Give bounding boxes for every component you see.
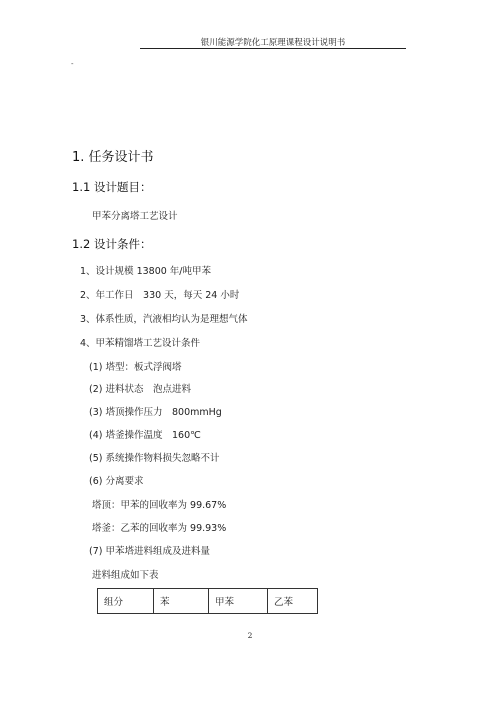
section-heading-1-1: 1.1 设计题目：	[72, 180, 152, 194]
section-heading-1-2: 1.2 设计条件：	[72, 237, 152, 251]
table-header-cell: 苯	[154, 589, 209, 614]
table-header-cell: 组分	[98, 589, 154, 614]
header-title: 银川能源学院化工原理课程设计说明书	[200, 38, 346, 48]
subitem-6: (6) 分离要求	[89, 476, 144, 487]
page-header	[140, 38, 406, 49]
feed-composition-table	[97, 588, 318, 614]
subitem-1: (1) 塔型：板式浮阀塔	[89, 362, 182, 373]
table-intro: 进料组成如下表	[92, 570, 159, 581]
table-header-cell: 乙苯	[268, 589, 318, 614]
condition-item-2: 2、年工作日 330 天，每天 24 小时	[80, 290, 240, 301]
subitem-5: (5) 系统操作物料损失忽略不计	[89, 453, 220, 464]
condition-item-4: 4、甲苯精馏塔工艺设计条件	[80, 338, 201, 349]
section-heading-1: 1. 任务设计书	[72, 150, 154, 165]
subitem-4: (4) 塔釜操作温度 160℃	[89, 430, 201, 441]
table-header-cell: 甲苯	[209, 589, 268, 614]
separation-top: 塔顶：甲苯的回收率为 99.67%	[92, 500, 227, 511]
table-header-row	[98, 589, 318, 614]
subitem-2: (2) 进料状态 泡点进料	[89, 384, 191, 395]
subitem-3: (3) 塔顶操作压力 800mmHg	[89, 407, 222, 418]
condition-item-1: 1、设计规模 13800 年/吨甲苯	[80, 266, 212, 277]
separation-bottom: 塔釜：乙苯的回收率为 99.93%	[92, 523, 227, 534]
design-topic: 甲苯分离塔工艺设计	[92, 211, 178, 222]
stray-mark: -	[71, 60, 74, 68]
condition-item-3: 3、体系性质，汽液相均认为是理想气体	[80, 314, 248, 325]
page-number: 2	[247, 631, 253, 640]
subitem-7: (7) 甲苯塔进料组成及进料量	[89, 546, 210, 557]
